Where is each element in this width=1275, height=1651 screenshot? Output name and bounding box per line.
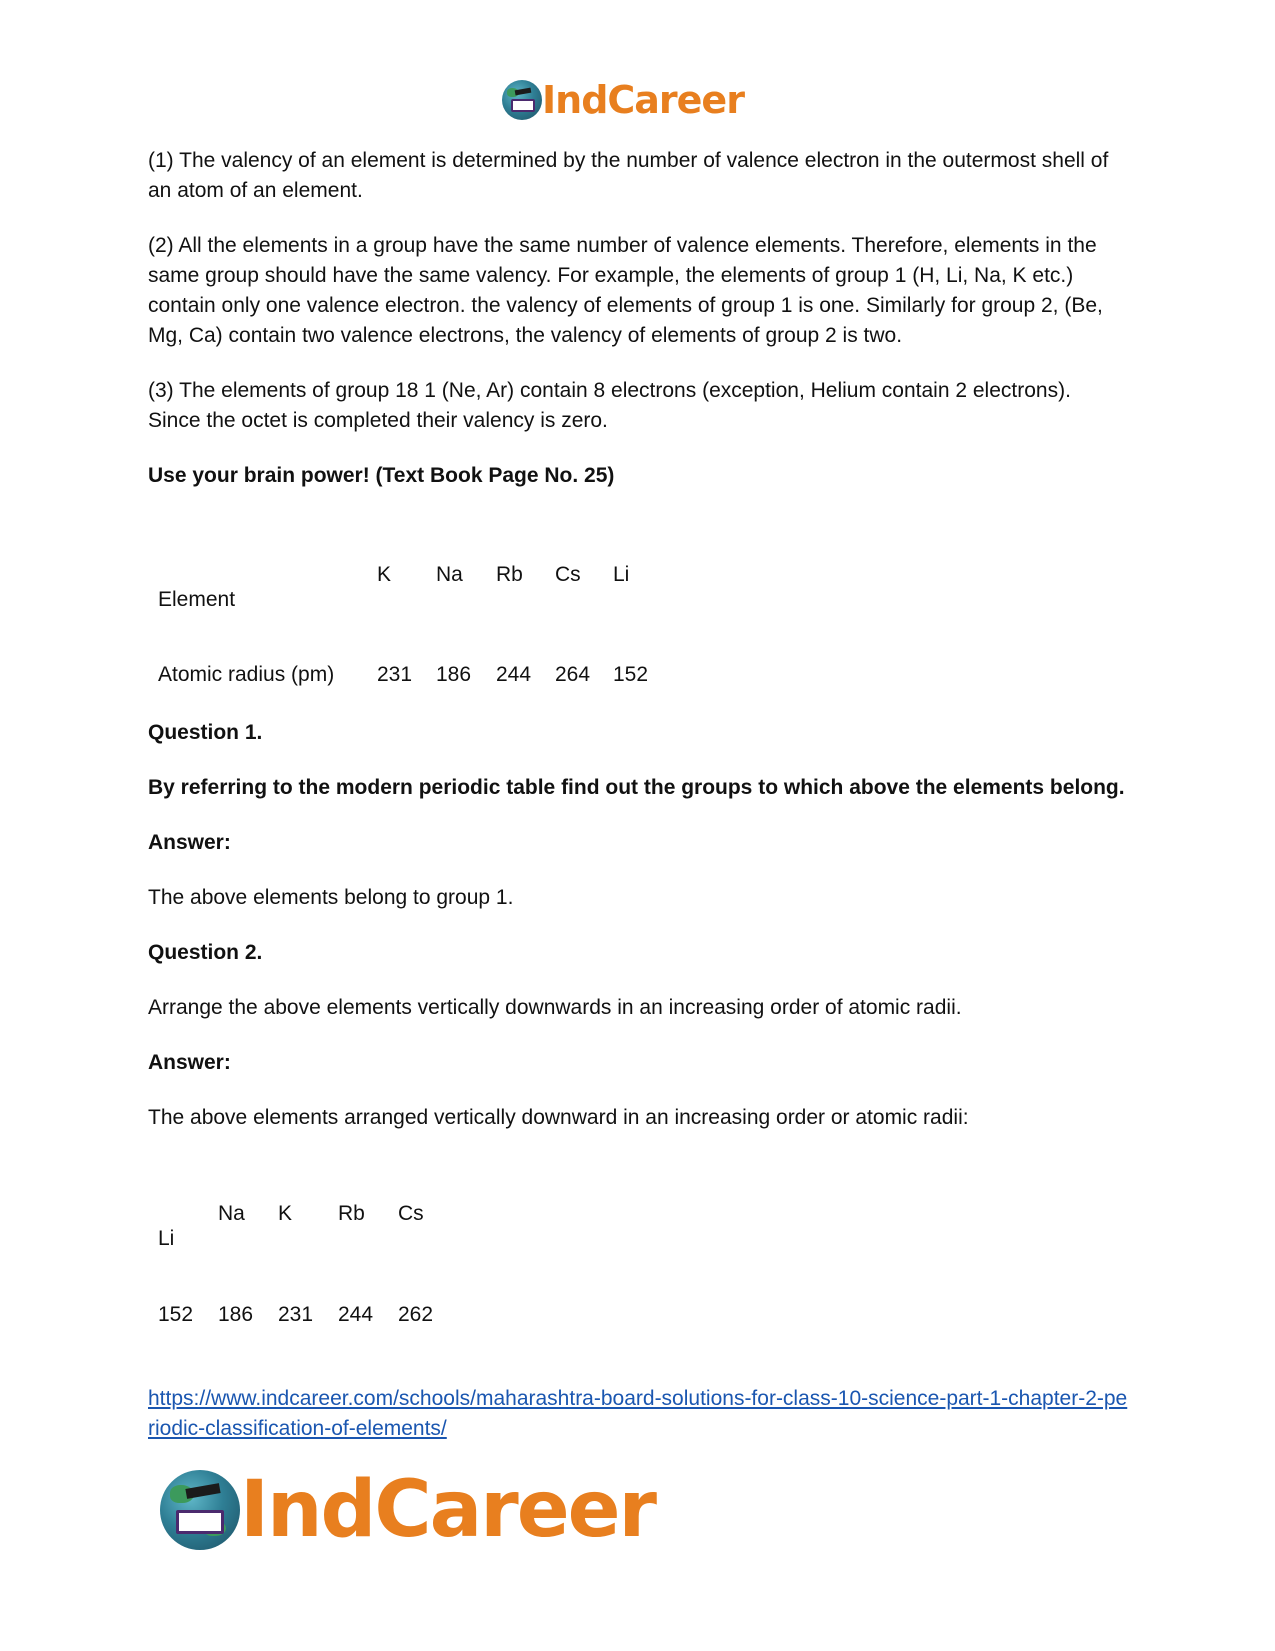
- answer-1-label: Answer:: [148, 831, 231, 854]
- table-cell-radius: 152: [613, 663, 649, 686]
- table-row-label-element: Element: [158, 588, 236, 611]
- question-2-text: Arrange the above elements vertically downwards in an increasing order of atomic radii.: [148, 996, 962, 1019]
- table-cell-element: Rb: [338, 1202, 365, 1225]
- document-body: [148, 146, 1128, 491]
- table-cell-radius: 152: [158, 1303, 194, 1326]
- table-cell-element: Na: [436, 563, 463, 586]
- paragraph-valency-2: (2) All the elements in a group have the same number of valence elements. Therefore, elements in the same group should have the same valency. For example, the elements of group 1 (H, Li, Na, K etc.) contain only one valence electron. the valency of elements of group 1 is one. Similarly for group 2, (Be, Mg, Ca) contain two valence electrons, the valency of elements of group 2 is two.: [148, 234, 1103, 347]
- globe-book-icon: [502, 80, 542, 120]
- brain-power-heading: Use your brain power! (Text Book Page No. 25): [148, 464, 615, 487]
- table-cell-element: Li: [158, 1227, 175, 1250]
- indcareer-logo-top: [502, 80, 744, 120]
- paragraph-valency-1: (1) The valency of an element is determined by the number of valence electron in the outermost shell of an atom of an element.: [148, 149, 1109, 202]
- table-cell-radius: 264: [555, 663, 591, 686]
- question-2-label: Question 2.: [148, 941, 263, 964]
- answer-1-text: The above elements belong to group 1.: [148, 886, 514, 909]
- qa-section: [148, 718, 1128, 1133]
- question-1-label: Question 1.: [148, 721, 263, 744]
- question-1-text: By referring to the modern periodic table find out the groups to which above the elements belong.: [148, 776, 1125, 799]
- table-cell-radius: 231: [278, 1303, 314, 1326]
- table-cell-element: Cs: [555, 563, 581, 586]
- table-cell-radius: 231: [377, 663, 413, 686]
- paragraph-valency-3: (3) The elements of group 18 1 (Ne, Ar) contain 8 electrons (exception, Helium contain 2 electrons). Since the octet is completed their valency is zero.: [148, 379, 1071, 432]
- table-cell-radius: 186: [218, 1303, 254, 1326]
- table-cell-element: Rb: [496, 563, 523, 586]
- globe-book-icon: [160, 1470, 240, 1550]
- answer-2-text: The above elements arranged vertically downward in an increasing order or atomic radii:: [148, 1106, 969, 1129]
- table-cell-element: K: [278, 1202, 293, 1225]
- table-cell-element: Cs: [398, 1202, 424, 1225]
- source-link[interactable]: https://www.indcareer.com/schools/maharashtra-board-solutions-for-class-10-science-part-1-chapter-2-periodic-classification-of-elements/: [148, 1387, 1128, 1440]
- indcareer-logo-bottom: [160, 1465, 655, 1555]
- logo-text: IndCareer: [240, 1465, 655, 1555]
- logo-text: IndCareer: [542, 78, 744, 122]
- table-cell-element: Na: [218, 1202, 245, 1225]
- table-cell-radius: 244: [496, 663, 532, 686]
- table-cell-radius: 186: [436, 663, 472, 686]
- table-cell-radius: 244: [338, 1303, 374, 1326]
- table-cell-radius: 262: [398, 1303, 434, 1326]
- answer-2-label: Answer:: [148, 1051, 231, 1074]
- table-row-label-radius: Atomic radius (pm): [158, 663, 335, 686]
- table-cell-element: K: [377, 563, 392, 586]
- table-cell-element: Li: [613, 563, 630, 586]
